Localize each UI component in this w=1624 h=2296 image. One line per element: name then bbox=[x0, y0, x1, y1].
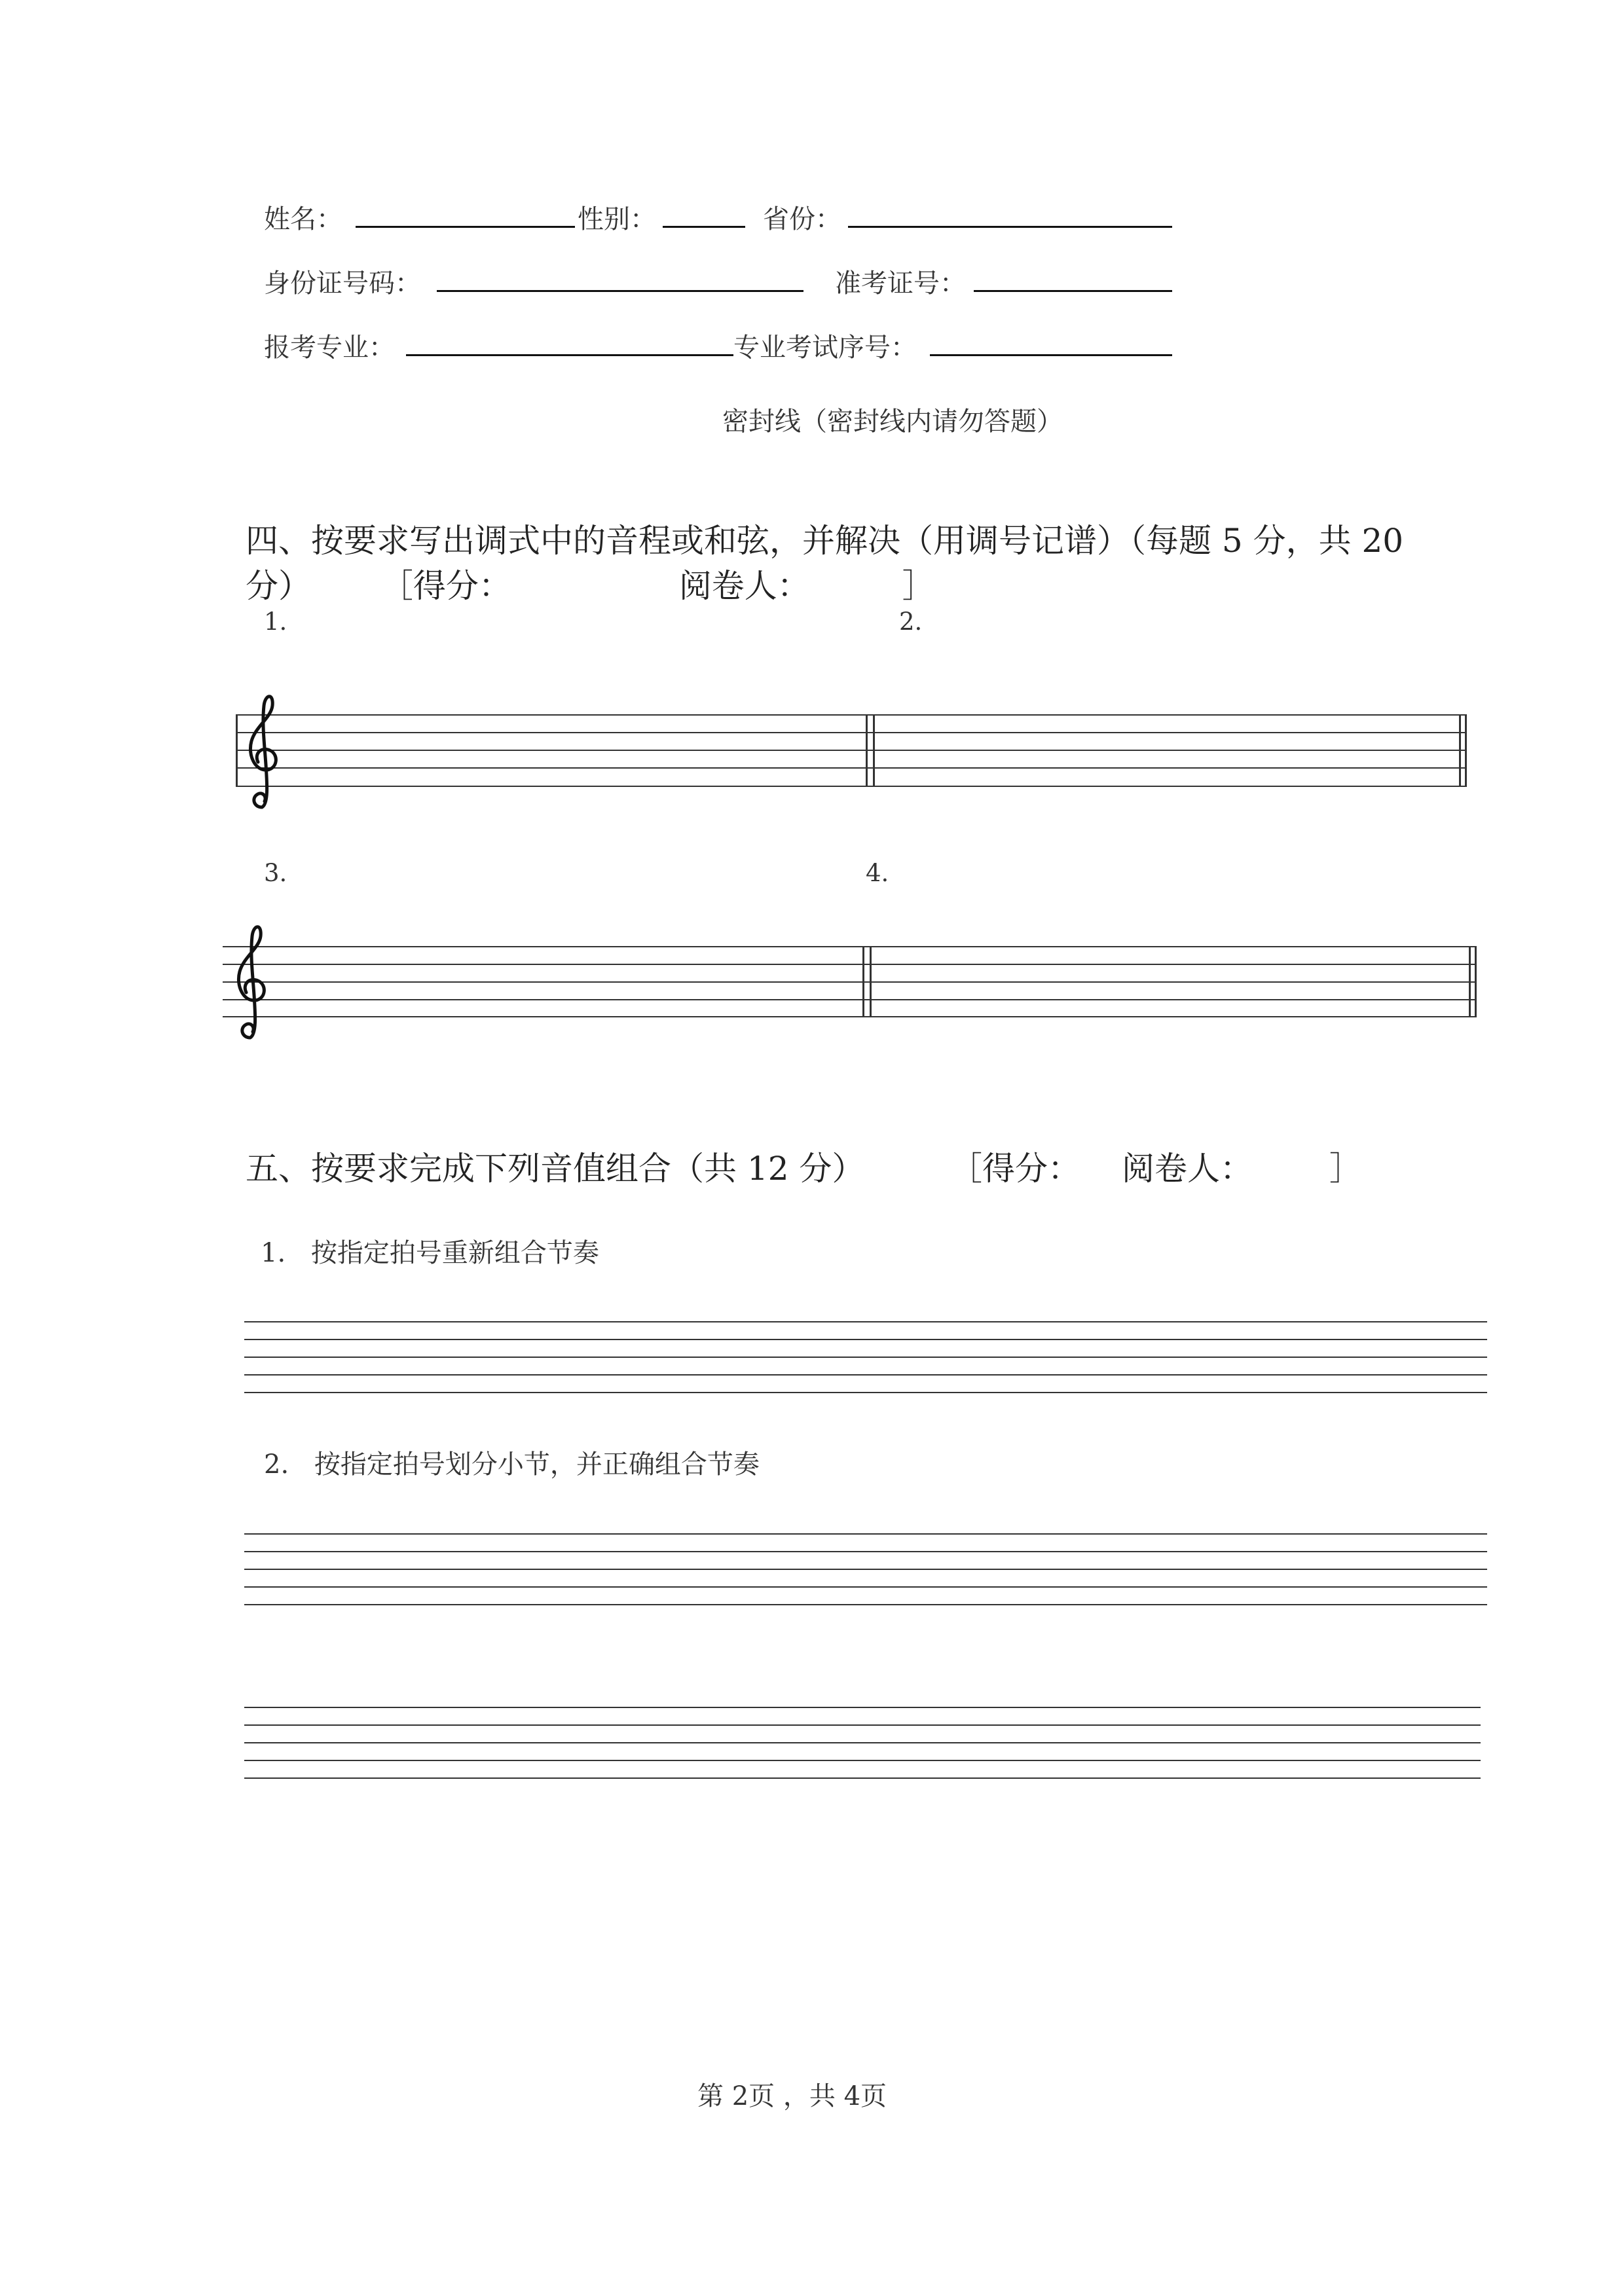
staff-line bbox=[223, 1016, 1477, 1017]
treble-clef-icon bbox=[231, 917, 270, 1048]
exam-sequence-label: 专业考试序号： bbox=[733, 333, 917, 363]
name-label: 姓名： bbox=[264, 204, 342, 234]
page-number: 第 2页 ，共 4页 bbox=[697, 2081, 887, 2111]
exam-sequence-field[interactable] bbox=[930, 354, 1172, 356]
answer-line bbox=[244, 1724, 1481, 1726]
answer-line bbox=[244, 1339, 1487, 1340]
staff-line bbox=[236, 714, 1467, 716]
answer-line bbox=[244, 1707, 1481, 1708]
final-barline bbox=[1459, 714, 1461, 787]
final-barline bbox=[1465, 714, 1467, 787]
id-number-field[interactable] bbox=[437, 290, 803, 292]
answer-line bbox=[244, 1604, 1487, 1605]
task-1-number: 1. bbox=[261, 1238, 286, 1268]
final-barline bbox=[1475, 946, 1477, 1017]
section5-title: 五、按要求完成下列音值组合（共 12 分） bbox=[246, 1150, 865, 1188]
major-label: 报考专业： bbox=[264, 333, 395, 363]
section5-grader-label: 阅卷人： bbox=[1122, 1150, 1253, 1188]
answer-line bbox=[244, 1392, 1487, 1393]
staff-line bbox=[236, 732, 1467, 733]
staff-line bbox=[223, 964, 1477, 965]
exam-number-label: 准考证号： bbox=[835, 268, 966, 299]
double-barline bbox=[862, 946, 864, 1017]
province-label: 省份： bbox=[763, 204, 841, 234]
answer-line bbox=[244, 1760, 1481, 1761]
seal-line-text: 密封线（密封线内请勿答题） bbox=[722, 407, 1063, 437]
section4-score-label: ［得分： bbox=[380, 567, 511, 605]
section4-title-suffix: 分） bbox=[246, 567, 311, 605]
staff-line bbox=[236, 786, 1467, 787]
double-barline bbox=[866, 714, 868, 787]
answer-line bbox=[244, 1533, 1487, 1535]
section4-title-line2 bbox=[246, 560, 935, 607]
staff-start-barline bbox=[236, 714, 238, 787]
answer-line bbox=[244, 1569, 1487, 1570]
section4-title-line1: 四、按要求写出调式中的音程或和弦，并解决（用调号记谱）（每题 5 分，共 20 bbox=[246, 522, 1404, 560]
task-2-number: 2. bbox=[264, 1449, 289, 1480]
task-1 bbox=[261, 1232, 599, 1269]
final-barline bbox=[1469, 946, 1471, 1017]
answer-line bbox=[244, 1742, 1481, 1743]
major-field[interactable] bbox=[406, 354, 733, 356]
answer-line bbox=[244, 1321, 1487, 1322]
province-field[interactable] bbox=[848, 226, 1172, 228]
task-2-text: 按指定拍号划分小节，并正确组合节奏 bbox=[314, 1449, 760, 1480]
answer-line bbox=[244, 1357, 1487, 1358]
treble-clef-icon bbox=[242, 686, 282, 817]
gender-field[interactable] bbox=[663, 226, 745, 228]
gender-label: 性别： bbox=[578, 204, 656, 234]
name-field[interactable] bbox=[356, 226, 575, 228]
answer-line bbox=[244, 1586, 1487, 1588]
item-number-1: 1. bbox=[264, 608, 287, 636]
answer-line bbox=[244, 1551, 1487, 1552]
exam-number-field[interactable] bbox=[974, 290, 1172, 292]
section4-grader-label: 阅卷人： bbox=[678, 567, 810, 605]
staff-line bbox=[223, 946, 1477, 947]
double-barline bbox=[870, 946, 872, 1017]
staff-line bbox=[223, 999, 1477, 1000]
item-number-4: 4. bbox=[866, 859, 889, 887]
task-1-text: 按指定拍号重新组合节奏 bbox=[310, 1238, 599, 1268]
section4-bracket-close: ］ bbox=[902, 567, 935, 605]
answer-line bbox=[244, 1777, 1481, 1779]
answer-line bbox=[244, 1374, 1487, 1376]
section5-score-label: ［得分： bbox=[950, 1150, 1080, 1188]
id-number-label: 身份证号码： bbox=[264, 268, 421, 299]
task-2 bbox=[264, 1444, 760, 1481]
double-barline bbox=[873, 714, 875, 787]
staff-line bbox=[223, 981, 1477, 983]
section5-bracket-close: ］ bbox=[1329, 1150, 1362, 1188]
staff-line bbox=[236, 767, 1467, 769]
staff-line bbox=[236, 750, 1467, 751]
item-number-2: 2. bbox=[899, 608, 923, 636]
item-number-3: 3. bbox=[264, 859, 287, 887]
